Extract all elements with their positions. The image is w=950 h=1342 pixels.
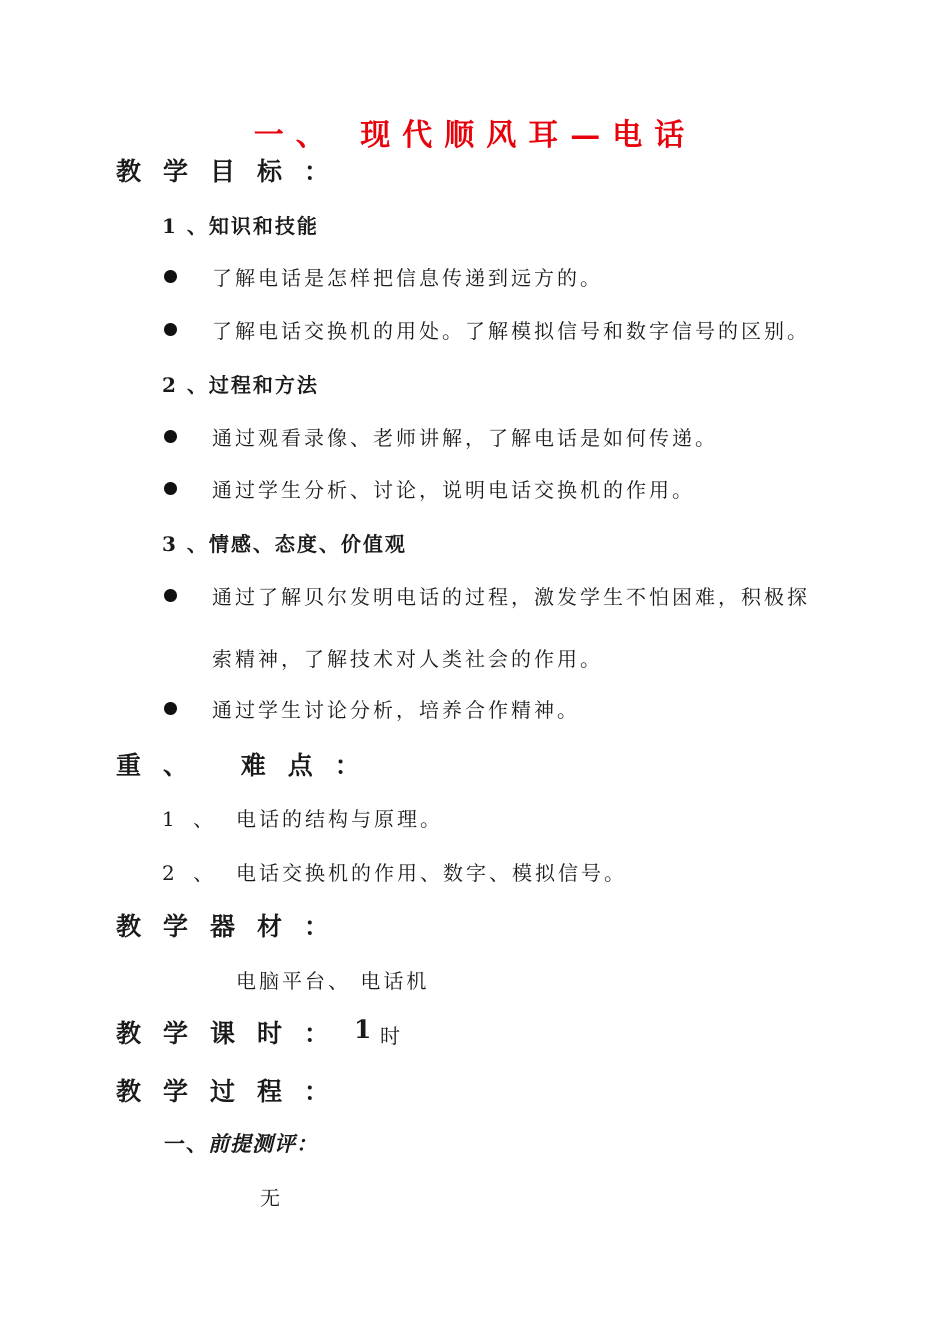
section-process-label: 2 、过程和方法 — [162, 373, 319, 397]
objectives-heading: 教学目标： — [116, 157, 352, 186]
process-content: 无 — [260, 1186, 283, 1210]
objective-item: 通过观看录像、老师讲解，了解电话是如何传递。 — [212, 426, 718, 450]
hours-unit: 时 — [380, 1024, 400, 1048]
key-point-number: 2 、 — [162, 861, 220, 885]
key-point-number: 1 、 — [162, 807, 220, 831]
key-point-text: 电话交换机的作用、数字、模拟信号。 — [236, 861, 627, 885]
document-title: 一、 现代顺风耳—电话 — [253, 118, 697, 153]
hours-heading: 教学课时： — [116, 1019, 352, 1048]
key-point-text: 电话的结构与原理。 — [236, 807, 443, 831]
bullet-icon — [164, 702, 177, 715]
bullet-icon — [164, 589, 177, 602]
objective-item: 了解电话是怎样把信息传递到远方的。 — [212, 266, 603, 290]
objective-item: 了解电话交换机的用处。了解模拟信号和数字信号的区别。 — [212, 319, 810, 343]
section-emotion-label: 3 、情感、态度、价值观 — [162, 532, 407, 556]
hours-value: 1 — [354, 1015, 372, 1044]
process-sub-prefix: 一、 — [164, 1131, 208, 1156]
objective-item: 通过学生讨论分析，培养合作精神。 — [212, 698, 580, 722]
bullet-icon — [164, 270, 177, 283]
process-heading: 教学过程： — [116, 1077, 352, 1106]
bullet-icon — [164, 430, 177, 443]
section-knowledge-label: 1 、知识和技能 — [162, 214, 319, 238]
bullet-icon — [164, 323, 177, 336]
bullet-icon — [164, 482, 177, 495]
process-sub-label: 前提测评： — [208, 1131, 318, 1156]
process-subheading — [164, 1128, 318, 1158]
objective-item: 通过了解贝尔发明电话的过程，激发学生不怕困难，积极探 — [212, 585, 810, 609]
materials-text: 电脑平台、 电话机 — [236, 969, 430, 993]
objective-item: 通过学生分析、讨论，说明电话交换机的作用。 — [212, 478, 695, 502]
objective-item-continuation: 索精神，了解技术对人类社会的作用。 — [212, 647, 603, 671]
materials-heading: 教学器材： — [116, 912, 352, 941]
key-points-heading: 重、 难点： — [116, 751, 382, 780]
